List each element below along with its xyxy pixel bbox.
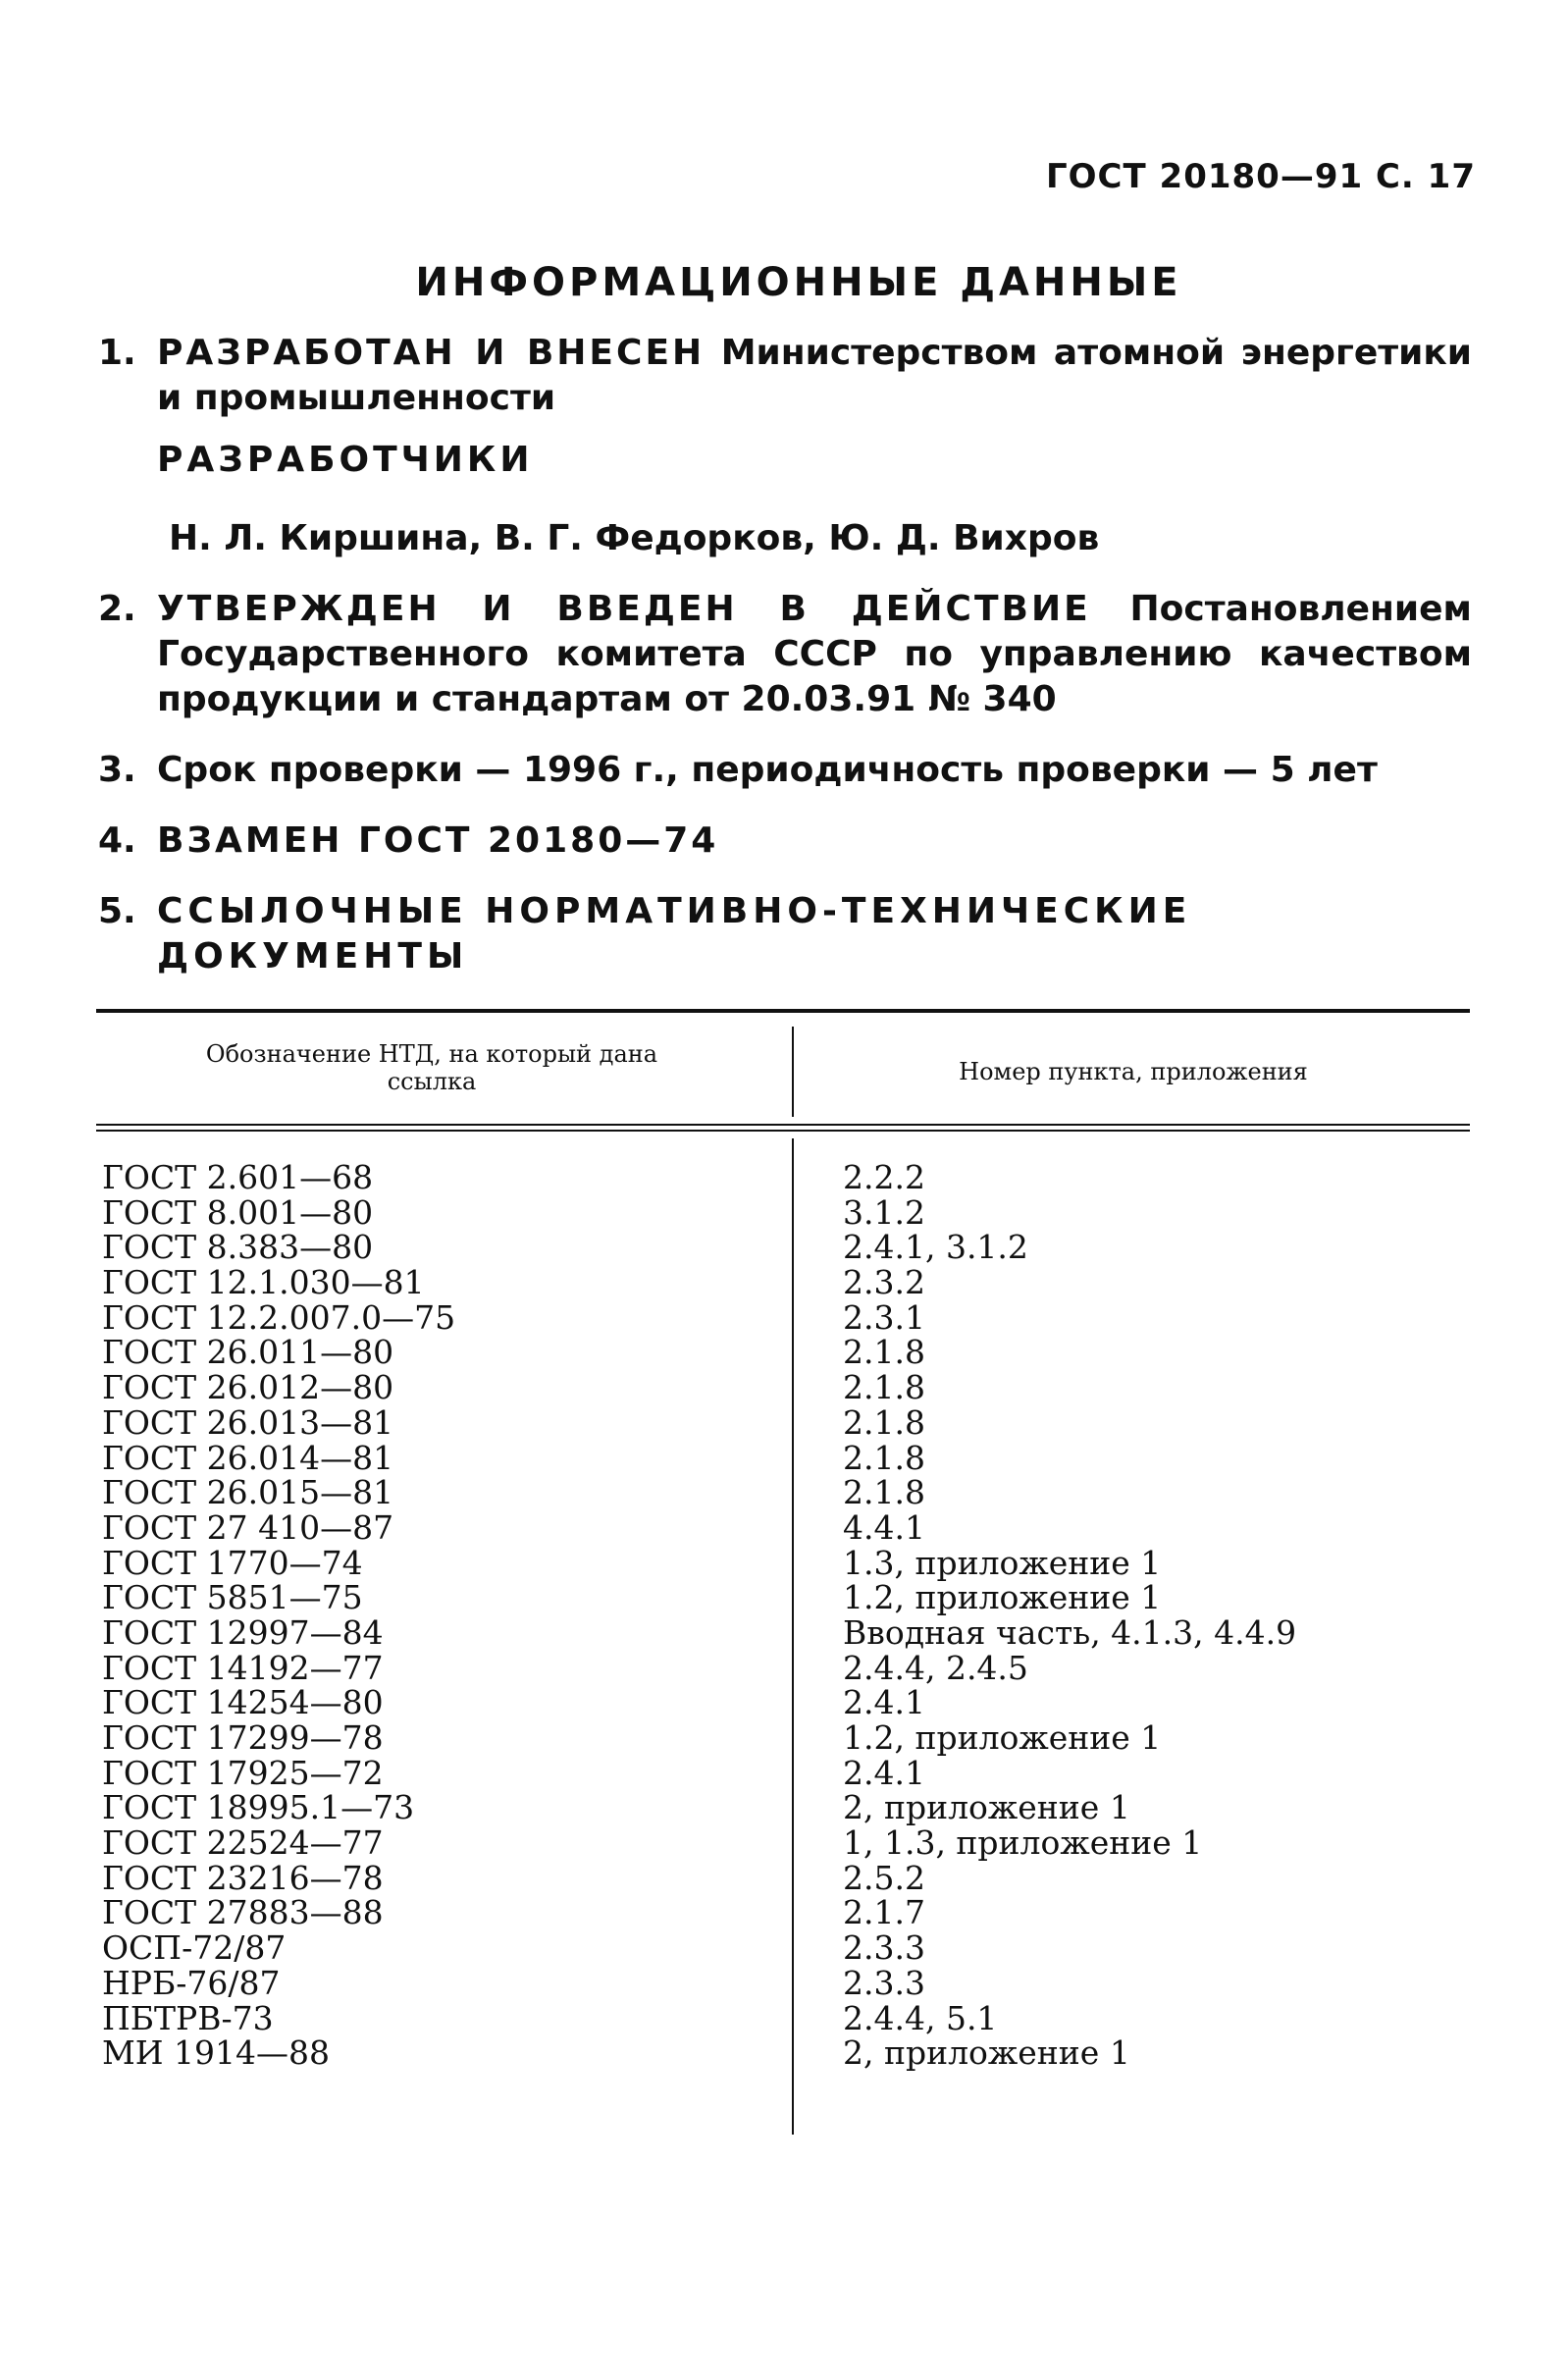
ntd-designation: ГОСТ 12.2.007.0—75 [102, 1297, 456, 1337]
clause-reference: 2.1.8 [843, 1402, 925, 1442]
table-row [102, 1265, 1456, 1300]
clause-reference: 2.1.8 [843, 1368, 925, 1407]
table-row [102, 1895, 1456, 1930]
ntd-designation: ГОСТ 27 410—87 [102, 1507, 394, 1547]
table-header-rule-double [96, 1130, 1470, 1132]
table-row [102, 1858, 1456, 1897]
clause-reference: 4.4.1 [843, 1507, 925, 1547]
item-caps: ССЫЛОЧНЫЕ НОРМАТИВНО-ТЕХНИЧЕСКИЕ ДОКУМЕНТЫ [157, 891, 1192, 976]
table-row [102, 1685, 1456, 1720]
clause-reference: 3.1.2 [843, 1192, 925, 1232]
table-body [102, 1160, 1456, 2071]
ntd-designation: ГОСТ 14254—80 [102, 1683, 384, 1722]
table-row [102, 1580, 1456, 1615]
developers-heading: РАЗРАБОТЧИКИ [157, 440, 534, 480]
ntd-designation: ГОСТ 17299—78 [102, 1718, 384, 1757]
clause-reference: 2.5.2 [843, 1858, 925, 1897]
ntd-designation: ГОСТ 26.015—81 [102, 1473, 394, 1512]
table-row [102, 1753, 1456, 1792]
table-row [102, 1402, 1456, 1442]
clause-reference: 2.4.1 [843, 1753, 925, 1792]
ntd-designation: ГОСТ 26.011—80 [102, 1333, 394, 1372]
table-row [102, 1507, 1456, 1547]
table-row [102, 1998, 1456, 2037]
item-number: 3. [98, 750, 136, 790]
clause-reference: 2.4.4, 2.4.5 [843, 1648, 1028, 1687]
ntd-designation: ГОСТ 27883—88 [102, 1893, 384, 1932]
clause-reference: 2.4.1, 3.1.2 [843, 1228, 1028, 1267]
clause-reference: 1.3, приложение 1 [843, 1543, 1162, 1582]
clause-reference: 1.2, приложение 1 [843, 1578, 1162, 1617]
clause-reference: 2.4.4, 5.1 [843, 1998, 998, 2037]
ntd-designation: ГОСТ 2.601—68 [102, 1158, 374, 1196]
item-text: Постановлением Государственного комитета СССР по управлению качеством продукции и стандартам от 20.03.91 № 340 [157, 589, 1472, 719]
item-caps: ВЗАМЕН ГОСТ 20180—74 [157, 820, 719, 861]
table-row [102, 1335, 1456, 1370]
clause-reference: 2.2.2 [843, 1158, 925, 1196]
ntd-designation: ГОСТ 1770—74 [102, 1543, 363, 1582]
ntd-designation: ГОСТ 26.013—81 [102, 1402, 394, 1442]
table-row [102, 1930, 1456, 1966]
item-body [157, 748, 1472, 793]
clause-reference: 1.2, приложение 1 [843, 1718, 1162, 1757]
ntd-designation: ГОСТ 8.383—80 [102, 1228, 374, 1267]
table-row [102, 1438, 1456, 1477]
table-row [102, 2035, 1456, 2071]
ntd-designation: ГОСТ 18995.1—73 [102, 1788, 415, 1827]
developers-list: Н. Л. Киршина, В. Г. Федорков, Ю. Д. Вихров [169, 518, 1100, 558]
ntd-designation: ГОСТ 22524—77 [102, 1823, 384, 1863]
table-header-rule [96, 1124, 1470, 1126]
ntd-designation: МИ 1914—88 [102, 2033, 331, 2073]
item-2 [98, 587, 1472, 722]
ntd-designation: ГОСТ 23216—78 [102, 1858, 384, 1897]
table-row [102, 1160, 1456, 1195]
clause-reference: 2.1.7 [843, 1893, 925, 1932]
table-row [102, 1297, 1456, 1337]
ntd-designation: ГОСТ 12.1.030—81 [102, 1263, 425, 1302]
clause-reference: 2.1.8 [843, 1473, 925, 1512]
ntd-designation: ГОСТ 14192—77 [102, 1648, 384, 1687]
clause-reference: 1, 1.3, приложение 1 [843, 1823, 1203, 1863]
item-caps: УТВЕРЖДЕН И ВВЕДЕН В ДЕЙСТВИЕ [157, 589, 1091, 629]
item-number: 5. [98, 891, 136, 931]
ntd-designation: ГОСТ 17925—72 [102, 1753, 384, 1792]
item-1 [98, 331, 1472, 421]
ntd-designation: ПБТРВ-73 [102, 1998, 274, 2037]
item-5 [98, 889, 1472, 979]
clause-reference: 2.4.1 [843, 1683, 925, 1722]
clause-reference: 2.1.8 [843, 1333, 925, 1372]
table-row [102, 1720, 1456, 1756]
item-body [157, 587, 1472, 722]
table-row [102, 1825, 1456, 1861]
clause-reference: 2.3.3 [843, 1963, 925, 2002]
table-row [102, 1790, 1456, 1825]
table-row [102, 1370, 1456, 1405]
clause-reference: 2, приложение 1 [843, 1788, 1130, 1827]
page-title: ИНФОРМАЦИОННЫЕ ДАННЫЕ [415, 260, 1182, 305]
ntd-designation: ГОСТ 12997—84 [102, 1612, 384, 1652]
item-body [157, 889, 1482, 979]
item-number: 4. [98, 820, 136, 861]
table-header-divider [792, 1027, 794, 1117]
item-3 [98, 748, 1472, 793]
clause-reference: Вводная часть, 4.1.3, 4.4.9 [843, 1612, 1297, 1652]
clause-reference: 2.3.1 [843, 1297, 925, 1337]
ntd-designation: ГОСТ 26.014—81 [102, 1438, 394, 1477]
item-number: 1. [98, 333, 136, 373]
item-4 [98, 818, 1472, 864]
ntd-designation: ГОСТ 8.001—80 [102, 1192, 374, 1232]
clause-reference: 2, приложение 1 [843, 2033, 1130, 2073]
ntd-designation: ГОСТ 5851—75 [102, 1578, 363, 1617]
table-row [102, 1475, 1456, 1510]
ntd-designation: НРБ-76/87 [102, 1963, 281, 2002]
table-row [102, 1192, 1456, 1232]
item-body [157, 818, 1472, 864]
ntd-designation: ГОСТ 26.012—80 [102, 1368, 394, 1407]
table-top-rule [96, 1009, 1470, 1013]
table-row [102, 1543, 1456, 1582]
item-text: Министерством атомной энергетики и промышленности [157, 333, 1472, 418]
clause-reference: 2.1.8 [843, 1438, 925, 1477]
table-row [102, 1230, 1456, 1265]
clause-reference: 2.3.2 [843, 1263, 925, 1302]
item-caps: РАЗРАБОТАН И ВНЕСЕН [157, 333, 706, 373]
clause-reference: 2.3.3 [843, 1928, 925, 1968]
item-number: 2. [98, 589, 136, 629]
table-row [102, 1648, 1456, 1687]
table-row [102, 1963, 1456, 2002]
table-header-col1: Обозначение НТД, на который дана ссылка [205, 1040, 658, 1095]
table-row [102, 1612, 1456, 1652]
ntd-designation: ОСП-72/87 [102, 1928, 287, 1968]
item-body [157, 331, 1472, 421]
table-header-col2: Номер пункта, приложения [959, 1058, 1308, 1085]
page-header: ГОСТ 20180—91 С. 17 [1045, 157, 1476, 196]
item-text: Срок проверки — 1996 г., периодичность проверки — 5 лет [157, 750, 1378, 790]
